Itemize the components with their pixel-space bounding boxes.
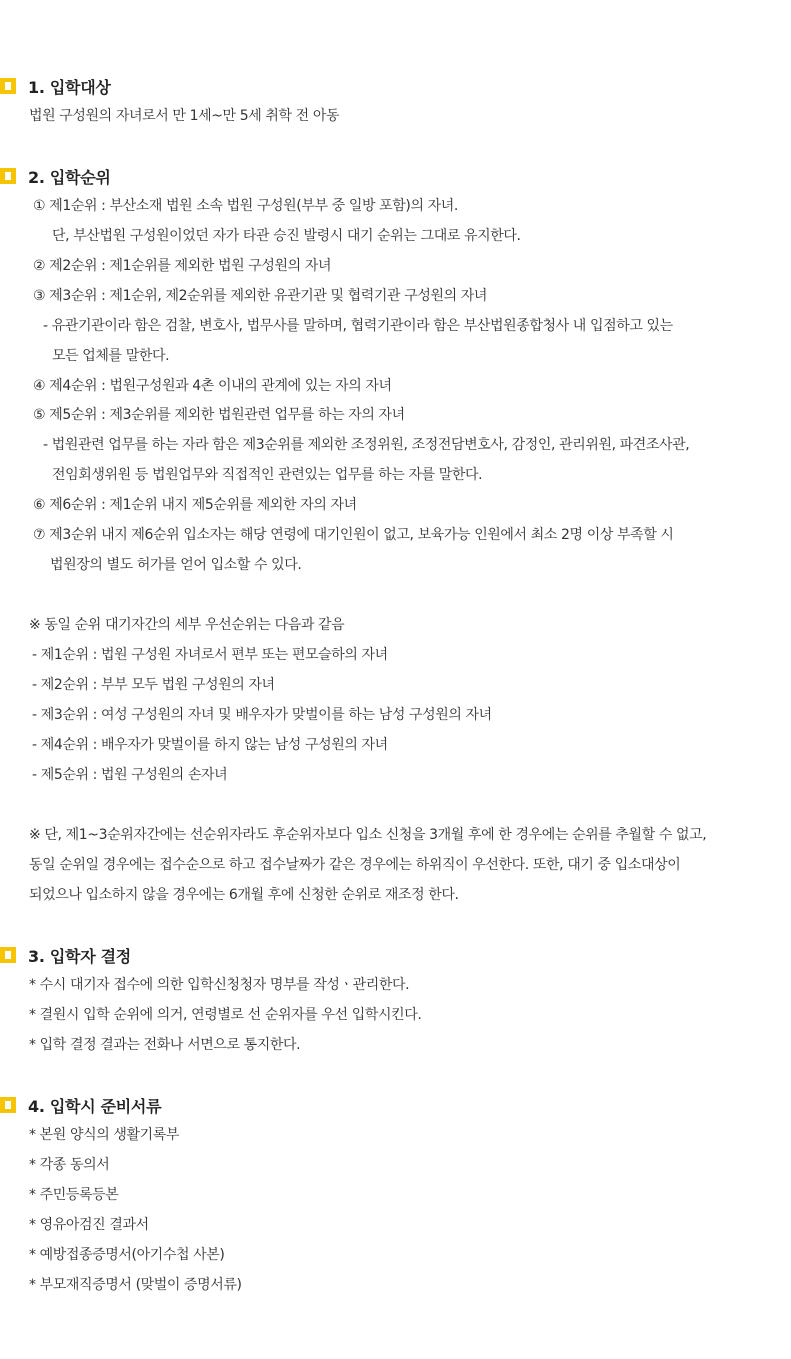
- rank-3-line: ③ 제3순위 : 제1순위, 제2순위를 제외한 유관기관 및 협력기관 구성원의 자녀: [33, 288, 488, 304]
- exception-note: ※ 단, 제1~3순위자간에는 선순위자라도 후순위자보다 입소 신청을 3개월 후에 한 경우에는 순위를 추월할 수 없고,: [29, 827, 707, 843]
- section-2-heading: [0, 165, 111, 187]
- priority-item: - 제4순위 : 배우자가 맞벌이를 하지 않는 남성 구성원의 자녀: [32, 737, 388, 753]
- document-item: * 본원 양식의 생활기록부: [29, 1127, 179, 1143]
- priority-item: - 제3순위 : 여성 구성원의 자녀 및 배우자가 맞벌이를 하는 남성 구성원의 자녀: [32, 707, 492, 723]
- rank-7-note: 법원장의 별도 허가를 얻어 입소할 수 있다.: [50, 557, 302, 573]
- exception-note-cont: 되었으나 입소하지 않을 경우에는 6개월 후에 신청한 순위로 재조정 한다.: [29, 887, 459, 903]
- priority-item: - 제2순위 : 부부 모두 법원 구성원의 자녀: [32, 677, 275, 693]
- document-item: * 영유아검진 결과서: [29, 1217, 149, 1233]
- rank-2-line: ② 제2순위 : 제1순위를 제외한 법원 구성원의 자녀: [33, 258, 332, 274]
- section-4-title: 4. 입학시 준비서류: [28, 1096, 162, 1116]
- priority-item: - 제1순위 : 법원 구성원 자녀로서 편부 또는 편모슬하의 자녀: [32, 647, 388, 663]
- section-1-heading: [0, 75, 111, 97]
- rank-3-note-cont: 모든 업체를 말한다.: [52, 348, 170, 364]
- document-item: * 각종 동의서: [29, 1157, 110, 1173]
- document-item: * 주민등록등본: [29, 1187, 119, 1203]
- priority-note-heading: ※ 동일 순위 대기자간의 세부 우선순위는 다음과 같음: [29, 617, 345, 633]
- section-4-heading: [0, 1094, 161, 1116]
- rank-1-note: 단, 부산법원 구성원이었던 자가 타관 승진 발령시 대기 순위는 그대로 유지한다.: [52, 228, 521, 244]
- rank-5-note: - 법원관련 업무를 하는 자라 함은 제3순위를 제외한 조정위원, 조정전담변호사, 감정인, 관리위원, 파견조사관,: [43, 437, 690, 453]
- section-2-title: 2. 입학순위: [28, 167, 111, 187]
- section-3-title: 3. 입학자 결정: [28, 946, 131, 966]
- document-item: * 예방접종증명서(아기수첩 사본): [29, 1247, 225, 1263]
- document-item: * 부모재직증명서 (맞벌이 증명서류): [29, 1277, 242, 1293]
- decision-item: * 결원시 입학 순위에 의거, 연령별로 선 순위자를 우선 입학시킨다.: [29, 1007, 422, 1023]
- rank-5-line: ⑤ 제5순위 : 제3순위를 제외한 법원관련 업무를 하는 자의 자녀: [33, 407, 405, 423]
- rank-7-line: ⑦ 제3순위 내지 제6순위 입소자는 해당 연령에 대기인원이 없고, 보육가능 인원에서 최소 2명 이상 부족할 시: [33, 527, 674, 543]
- decision-item: * 입학 결정 결과는 전화나 서면으로 통지한다.: [29, 1037, 301, 1053]
- bullet-square-icon: [0, 947, 16, 963]
- decision-item: * 수시 대기자 접수에 의한 입학신청청자 명부를 작성ㆍ관리한다.: [29, 977, 410, 993]
- rank-5-note-cont: 전임회생위원 등 법원업무와 직접적인 관련있는 업무를 하는 자를 말한다.: [52, 467, 483, 483]
- bullet-square-icon: [0, 1097, 16, 1113]
- section-1-body: 법원 구성원의 자녀로서 만 1세~만 5세 취학 전 아동: [29, 108, 340, 124]
- bullet-square-icon: [0, 78, 16, 94]
- rank-6-line: ⑥ 제6순위 : 제1순위 내지 제5순위를 제외한 자의 자녀: [33, 497, 357, 513]
- section-1-title: 1. 입학대상: [28, 77, 111, 97]
- section-3-heading: [0, 944, 131, 966]
- exception-note-cont: 동일 순위일 경우에는 접수순으로 하고 접수날짜가 같은 경우에는 하위직이 우선한다. 또한, 대기 중 입소대상이: [29, 857, 681, 873]
- rank-1-line: ① 제1순위 : 부산소재 법원 소속 법원 구성원(부부 중 일방 포함)의 자녀.: [33, 198, 458, 214]
- rank-3-note: - 유관기관이라 함은 검찰, 변호사, 법무사를 말하며, 협력기관이라 함은 부산법원종합청사 내 입점하고 있는: [43, 318, 673, 334]
- bullet-square-icon: [0, 168, 16, 184]
- priority-item: - 제5순위 : 법원 구성원의 손자녀: [32, 767, 228, 783]
- rank-4-line: ④ 제4순위 : 법원구성원과 4촌 이내의 관계에 있는 자의 자녀: [33, 378, 392, 394]
